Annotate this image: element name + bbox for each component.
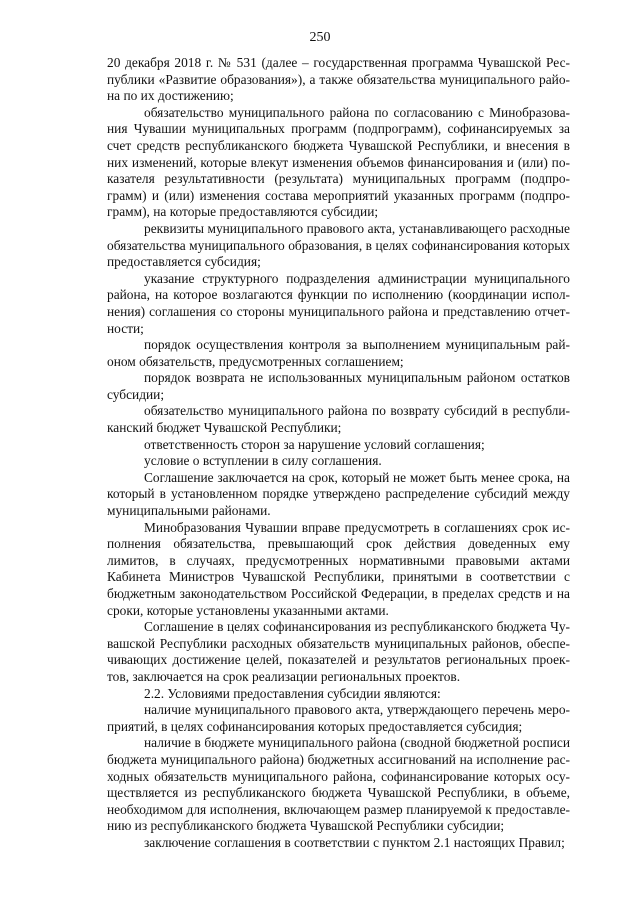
paragraph: Соглашение в целях софинансирования из республиканского бюджета Чувашской Республики расходных обязательств муниципальных районов, обеспечивающих достижение целей, показателей и результатов региональных проектов, заключается на срок реализации региональных проектов. <box>107 619 570 684</box>
paragraph: наличие в бюджете муниципального района (сводной бюджетной росписи бюджета муниципального района) бюджетных ассигнований на исполнение расходных обязательств муниципального района, софинансирование которых осуществляется из республиканского бюджета Чувашской Республики, в объеме, необходимом для исполнения, включающем размер планируемой к предоставлению из республиканского бюджета Чувашской Республики субсидии; <box>107 735 570 834</box>
section-heading: 2.2. Условиями предоставления субсидии являются: <box>144 685 441 701</box>
paragraph: порядок возврата не использованных муниципальным районом остатков субсидии; <box>107 370 570 402</box>
paragraph: указание структурного подразделения администрации муниципального района, на которое возлагаются функции по исполнению (координации исполнения) соглашения со стороны муниципального района и представлению отчетности; <box>107 270 570 336</box>
page-number: 250 <box>309 30 331 45</box>
document-body <box>107 55 570 852</box>
paragraph: наличие муниципального правового акта, утверждающего перечень мероприятий, в целях софинансирования которых предоставляется субсидия; <box>107 702 570 734</box>
paragraph: реквизиты муниципального правового акта, устанавливающего расходные обязательства муниципального образования, в целях софинансирования которых предоставляется субсидия; <box>107 220 570 270</box>
paragraph: порядок осуществления контроля за выполнением муниципальным районом обязательств, предусмотренных соглашением; <box>107 337 570 369</box>
paragraph: обязательство муниципального района по возврату субсидий в республиканский бюджет Чувашской Республики; <box>107 403 570 436</box>
paragraph: 20 декабря 2018 г. № 531 (далее – государственная программа Чувашской Республики «Развитие образования»), а также обязательства муниципального района по их достижению; <box>107 55 570 104</box>
paragraph: Минобразования Чувашии вправе предусмотреть в соглашениях срок исполнения обязательства, превышающий срок действия доведенных ему лимитов, в случаях, предусмотренных нормативными правовыми актами Кабинета Министров Чувашской Республики, принятыми в соответствии с бюджетным законодательством Российской Федерации, в пределах средств и на сроки, которые установлены указанными актами. <box>107 519 570 618</box>
paragraph: Соглашение заключается на срок, который не может быть менее срока, на который в установленном порядке утверждено распределение субсидий между муниципальными районами. <box>107 469 570 519</box>
paragraph: обязательство муниципального района по согласованию с Минобразования Чувашии муниципальных программ (подпрограмм), софинансируемых за счет средств республиканского бюджета Чувашской Республики, и внесения в них изменений, которые влекут изменения объемов финансирования и (или) показателя результативности (результата) муниципальных программ (подпрограмм) и (или) изменения состава мероприятий указанных программ (подпрограмм), на которые предоставляются субсидии; <box>107 104 570 220</box>
paragraph: ответственность сторон за нарушение условий соглашения; <box>144 436 485 452</box>
paragraph: условие о вступлении в силу соглашения. <box>144 453 382 469</box>
paragraph: заключение соглашения в соответствии с пунктом 2.1 настоящих Правил; <box>144 834 565 850</box>
